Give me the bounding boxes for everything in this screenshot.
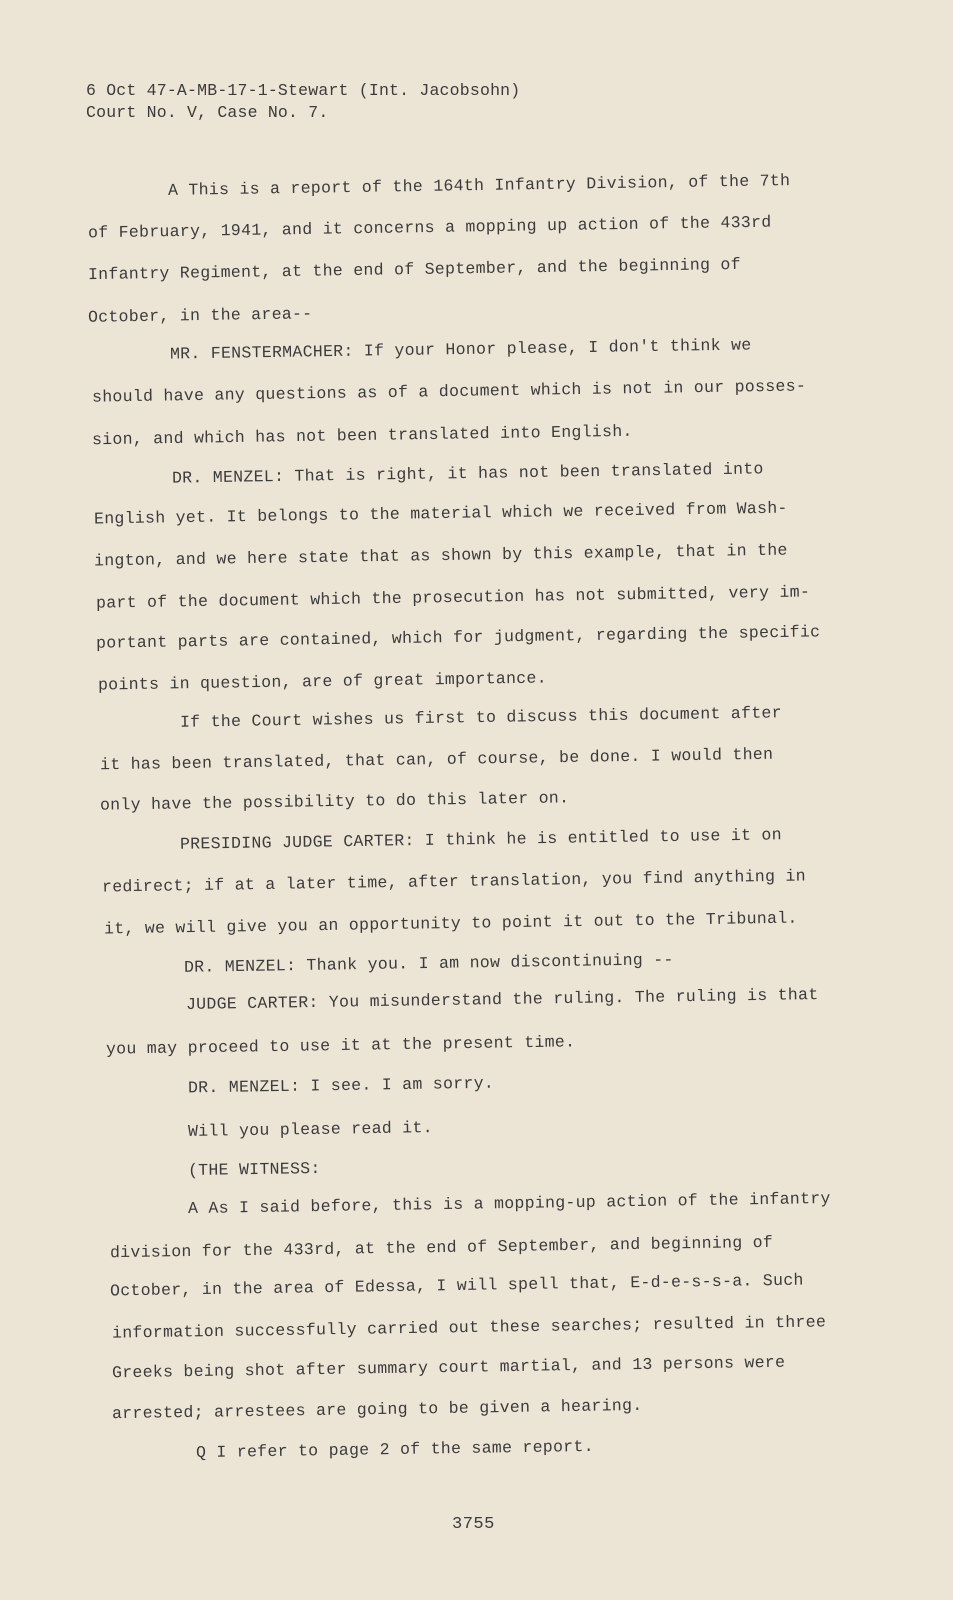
text-line: part of the document which the prosecution has not submitted, very im- — [95, 582, 811, 613]
text-line: JUDGE CARTER: You misunderstand the ruling. The ruling is that — [185, 985, 819, 1014]
text-line: you may proceed to use it at the present time. — [105, 1032, 576, 1059]
text-line: Infantry Regiment, at the end of September, and the beginning of — [87, 254, 742, 285]
text-line: October, in the area of Edessa, I will spell that, E-d-e-s-s-a. Such — [109, 1270, 804, 1301]
text-line: Q I refer to page 2 of the same report. — [195, 1436, 594, 1463]
text-line: information successfully carried out these searches; resulted in three — [111, 1312, 827, 1343]
text-line: DR. MENZEL: Thank you. I am now discontinuing -- — [183, 950, 674, 977]
text-line: A As I said before, this is a mopping-up action of the infantry — [187, 1188, 831, 1219]
page-header — [86, 80, 520, 124]
text-line: of February, 1941, and it concerns a mopping up action of the 433rd — [87, 212, 772, 243]
text-line: sion, and which has not been translated into English. — [91, 421, 633, 450]
text-line: portant parts are contained, which for judgment, regarding the specific — [95, 622, 821, 653]
text-line: A This is a report of the 164th Infantry Division, of the 7th — [167, 171, 791, 200]
page-number: 3755 — [452, 1515, 495, 1534]
text-line: If the Court wishes us first to discuss this document after — [179, 703, 783, 732]
text-line: division for the 433rd, at the end of September, and beginning of — [109, 1232, 774, 1263]
text-line: it, we will give you an opportunity to point it out to the Tribunal. — [103, 908, 798, 939]
text-line: ington, and we here state that as shown by this example, that in the — [93, 540, 788, 571]
text-line: arrested; arrestees are going to be given a hearing. — [111, 1395, 643, 1424]
text-line: redirect; if at a later time, after translation, you find anything in — [101, 866, 807, 897]
header-line-1: 6 Oct 47-A-MB-17-1-Stewart (Int. Jacobsohn) — [86, 81, 521, 100]
text-line: Greeks being shot after summary court martial, and 13 persons were — [111, 1352, 786, 1383]
text-line: points in question, are of great importance. — [97, 668, 547, 695]
text-line: (THE WITNESS: — [187, 1158, 321, 1181]
text-line: Will you please read it. — [187, 1118, 433, 1141]
text-line: DR. MENZEL: I see. I am sorry. — [187, 1073, 495, 1098]
text-line: MR. FENSTERMACHER: If your Honor please, I don't think we — [169, 335, 752, 364]
text-line: DR. MENZEL: That is right, it has not been translated into — [171, 459, 764, 488]
text-line: October, in the area-- — [87, 304, 313, 327]
text-line: it has been translated, that can, of course, be done. I would then — [99, 744, 774, 775]
text-line: PRESIDING JUDGE CARTER: I think he is entitled to use it on — [179, 825, 783, 854]
text-line: only have the possibility to do this later on. — [99, 788, 570, 815]
header-line-2: Court No. V, Case No. 7. — [86, 103, 329, 122]
text-line: English yet. It belongs to the material which we received from Wash- — [93, 498, 788, 529]
text-line: should have any questions as of a document which is not in our posses- — [91, 376, 807, 407]
